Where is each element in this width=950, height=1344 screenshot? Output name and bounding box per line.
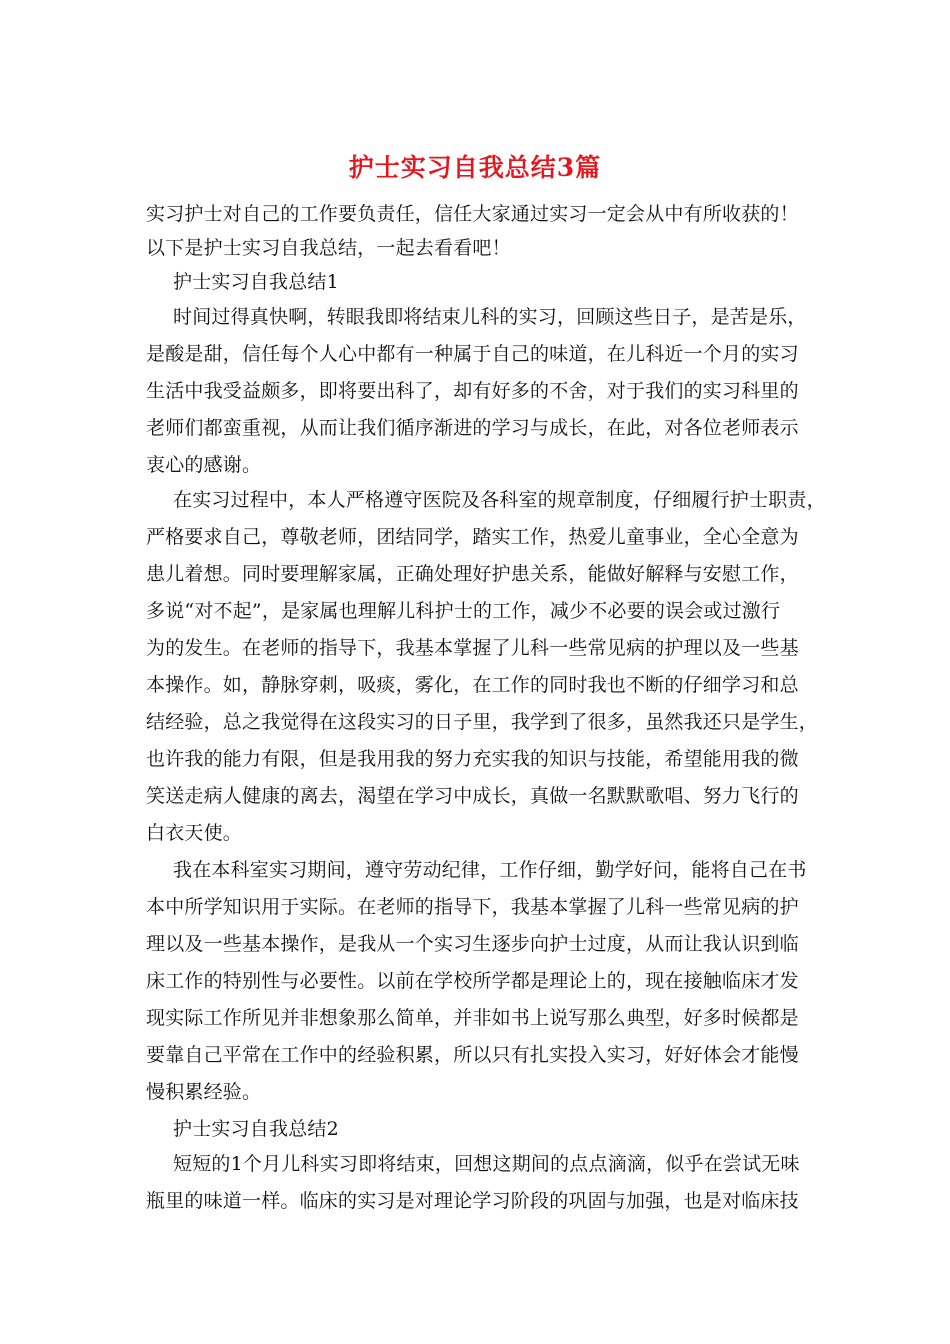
paragraph-line: 慢积累经验。 — [146, 1081, 262, 1103]
paragraph-line: 严格要求自己，尊敬老师，团结同学，踏实工作，热爱儿童事业，全心全意为 — [146, 526, 799, 548]
paragraph-line: 白衣天使。 — [146, 822, 243, 844]
paragraph-line: 衷心的感谢。 — [146, 454, 262, 476]
paragraph-line: 是酸是甜，信任每个人心中都有一种属于自己的味道，在儿科近一个月的实习 — [146, 343, 799, 365]
paragraph-line: 生活中我受益颇多，即将要出科了，却有好多的不舍，对于我们的实习科里的 — [146, 380, 799, 402]
paragraph-line: 现实际工作所见并非想象那么简单，并非如书上说写那么典型，好多时候都是 — [146, 1007, 799, 1029]
section-heading-1: 护士实习自我总结1 — [173, 271, 339, 293]
paragraph-line: 短短的1个月儿科实习即将结束，回想这期间的点点滴滴，似乎在尝试无味 — [173, 1153, 800, 1175]
paragraph-line: 多说“对不起”，是家属也理解儿科护士的工作，减少不必要的误会或过激行 — [146, 600, 781, 622]
intro-line: 实习护士对自己的工作要负责任，信任大家通过实习一定会从中有所收获的！ — [146, 203, 799, 225]
paragraph-line: 为的发生。在老师的指导下，我基本掌握了儿科一些常见病的护理以及一些基 — [146, 637, 799, 659]
paragraph-line: 老师们都蛮重视，从而让我们循序渐进的学习与成长，在此，对各位老师表示 — [146, 417, 799, 439]
paragraph-line: 时间过得真快啊，转眼我即将结束儿科的实习，回顾这些日子，是苦是乐， — [173, 306, 807, 328]
paragraph-line: 笑送走病人健康的离去，渴望在学习中成长，真做一名默默歌唱、努力飞行的 — [146, 785, 799, 807]
paragraph-line: 理以及一些基本操作，是我从一个实习生逐步向护士过度，从而让我认识到临 — [146, 933, 799, 955]
intro-line: 以下是护士实习自我总结，一起去看看吧！ — [146, 237, 511, 259]
paragraph-line: 要靠自己平常在工作中的经验积累，所以只有扎实投入实习，好好体会才能慢 — [146, 1044, 799, 1066]
paragraph-line: 在实习过程中，本人严格遵守医院及各科室的规章制度，仔细履行护士职责， — [173, 489, 826, 511]
section-heading-2: 护士实习自我总结2 — [173, 1118, 339, 1140]
document-title: 护士实习自我总结3篇 — [348, 153, 602, 182]
paragraph-line: 本中所学知识用于实际。在老师的指导下，我基本掌握了儿科一些常见病的护 — [146, 896, 799, 918]
paragraph-line: 我在本科室实习期间，遵守劳动纪律，工作仔细，勤学好问，能将自己在书 — [173, 859, 807, 881]
paragraph-line: 也许我的能力有限，但是我用我的努力充实我的知识与技能，希望能用我的微 — [146, 748, 799, 770]
paragraph-line: 瓶里的味道一样。临床的实习是对理论学习阶段的巩固与加强，也是对临床技 — [146, 1190, 799, 1212]
paragraph-line: 患儿着想。同时要理解家属，正确处理好护患关系，能做好解释与安慰工作， — [146, 563, 799, 585]
paragraph-line: 床工作的特别性与必要性。以前在学校所学都是理论上的，现在接触临床才发 — [146, 970, 799, 992]
paragraph-line: 结经验，总之我觉得在这段实习的日子里，我学到了很多，虽然我还只是学生， — [146, 711, 819, 733]
paragraph-line: 本操作。如，静脉穿刺，吸痰，雾化，在工作的同时我也不断的仔细学习和总 — [146, 674, 799, 696]
